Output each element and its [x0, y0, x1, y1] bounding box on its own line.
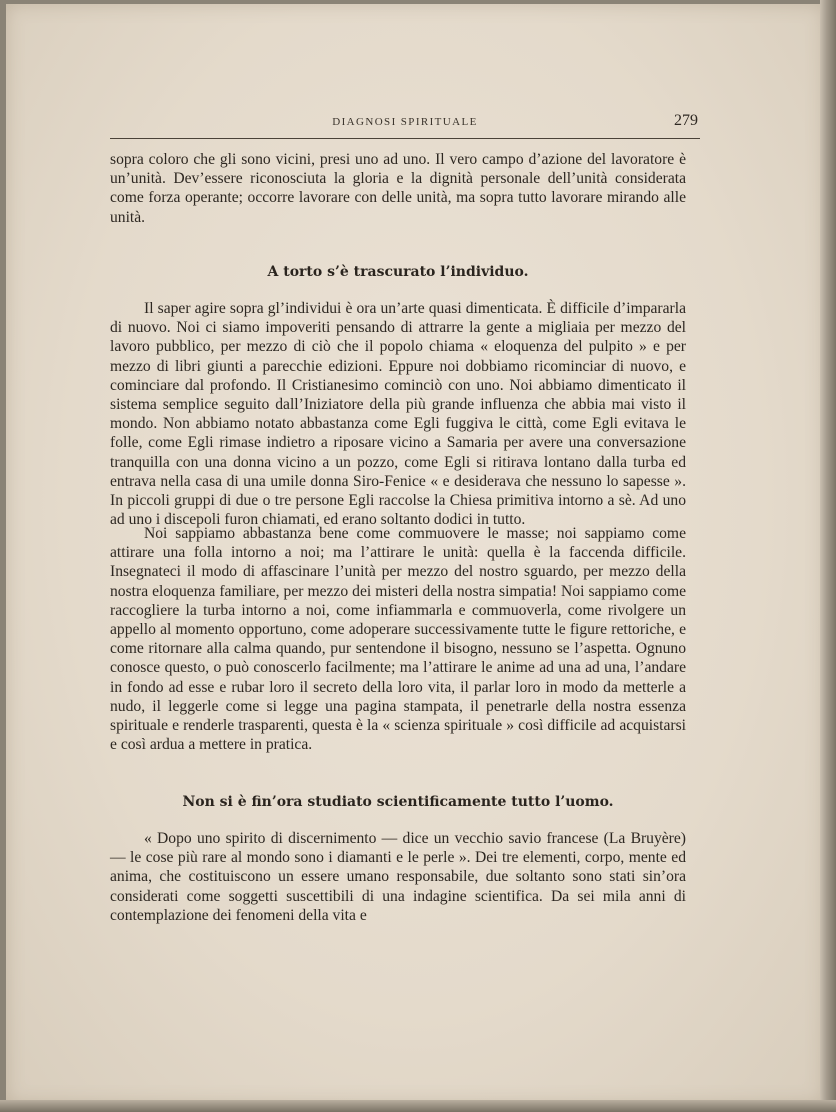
section-heading-individuo: A torto s’è trascurato l’individuo. — [267, 264, 529, 280]
paragraph-individuo: Il saper agire sopra gl’individui è ora un’arte quasi dimenticata. È difficile d’impararla di nuovo. Noi ci siamo impoveriti pensando di attrarre la gente a migliaia per mezzo del lavoro pubblico, per mezzo di ciò che il popolo chiama « eloquenza del pulpito » e per mezzo di libri giunti a parecchie edizioni. Eppure noi dobbiamo ricominciar di nuovo, e cominciare dal profondo. Il Cristianesimo cominciò con uno. Noi abbiamo dimenticato il sistema semplice seguito dall’Iniziatore della più grande influenza che abbia mai visto il mondo. Non abbiamo notato abbastanza come Egli fuggiva le città, come Egli evitava le folle, come Egli rimase indietro a riposare vicino a Samaria per avere una conversazione tranquilla con una donna vicino a un pozzo, come Egli si ritirava lontano dalla turba ed entrava nella casa di una umile donna Siro-Fenice « e desiderava che nessuno lo sapesse ». In piccoli gruppi di due o tre persone Egli raccolse la Chiesa primitiva intorno a sè. Ad uno ad uno i discepoli furon chiamati, ed erano soltanto dodici in tutto. — [110, 300, 686, 529]
page-header — [110, 114, 700, 139]
running-head: DIAGNOSI SPIRITUALE — [332, 116, 478, 128]
section-heading-uomo: Non si è fin’ora studiato scientificamente tutto l’uomo. — [182, 794, 614, 810]
page-edge-right — [820, 0, 836, 1112]
paragraph-continuation: sopra coloro che gli sono vicini, presi uno ad uno. Il vero campo d’azione del lavoratore è un’unità. Dev’essere riconosciuta la gloria e la dignità personale dell’unità considerata come forza operante; occorre lavorare con delle unità, ma sopra tutto lavorare mirando alle unità. — [110, 151, 686, 226]
page-number: 279 — [674, 112, 698, 129]
page-edge-bottom — [0, 1100, 836, 1112]
paragraph-la-bruyere: « Dopo uno spirito di discernimento — dice un vecchio savio francese (La Bruyère) — le cose più rare al mondo sono i diamanti e le perle ». Dei tre elementi, corpo, mente ed anima, che costituiscono un essere umano responsabile, due soltanto sono stati sin’ora considerati come soggetti suscettibili di una indagine scientifica. Da sei mila anni di contemplazione dei fenomeni della vita e — [110, 830, 686, 924]
paragraph-masse: Noi sappiamo abbastanza bene come commuovere le masse; noi sappiamo come attirare una folla intorno a noi; ma l’attirare le unità: quella è la faccenda difficile. Insegnateci il modo di affascinare l’unità per mezzo del nostro sguardo, per mezzo della nostra eloquenza familiare, per mezzo dei misteri della nostra simpatia! Noi sappiamo come raccogliere la turba intorno a noi, come infiammarla e commuoverla, come rivolgere un appello al momento opportuno, come adoperare successivamente tutte le figure rettoriche, e come ritornare alla calma quando, pur sentendone il bisogno, nessuno se l’aspetta. Ognuno conosce questo, o può conoscerlo facilmente; ma l’attirare le anime ad una ad una, l’andare in fondo ad esse e rubar loro il secreto della loro vita, il parlar loro in modo da metterle a nudo, il leggerle come si legge una pagina stampata, il penetrarle della nostra essenza spirituale e renderle trasparenti, questa è la « scienza spirituale » così difficile ad acquistarsi e così ardua a mettere in pratica. — [110, 525, 686, 754]
